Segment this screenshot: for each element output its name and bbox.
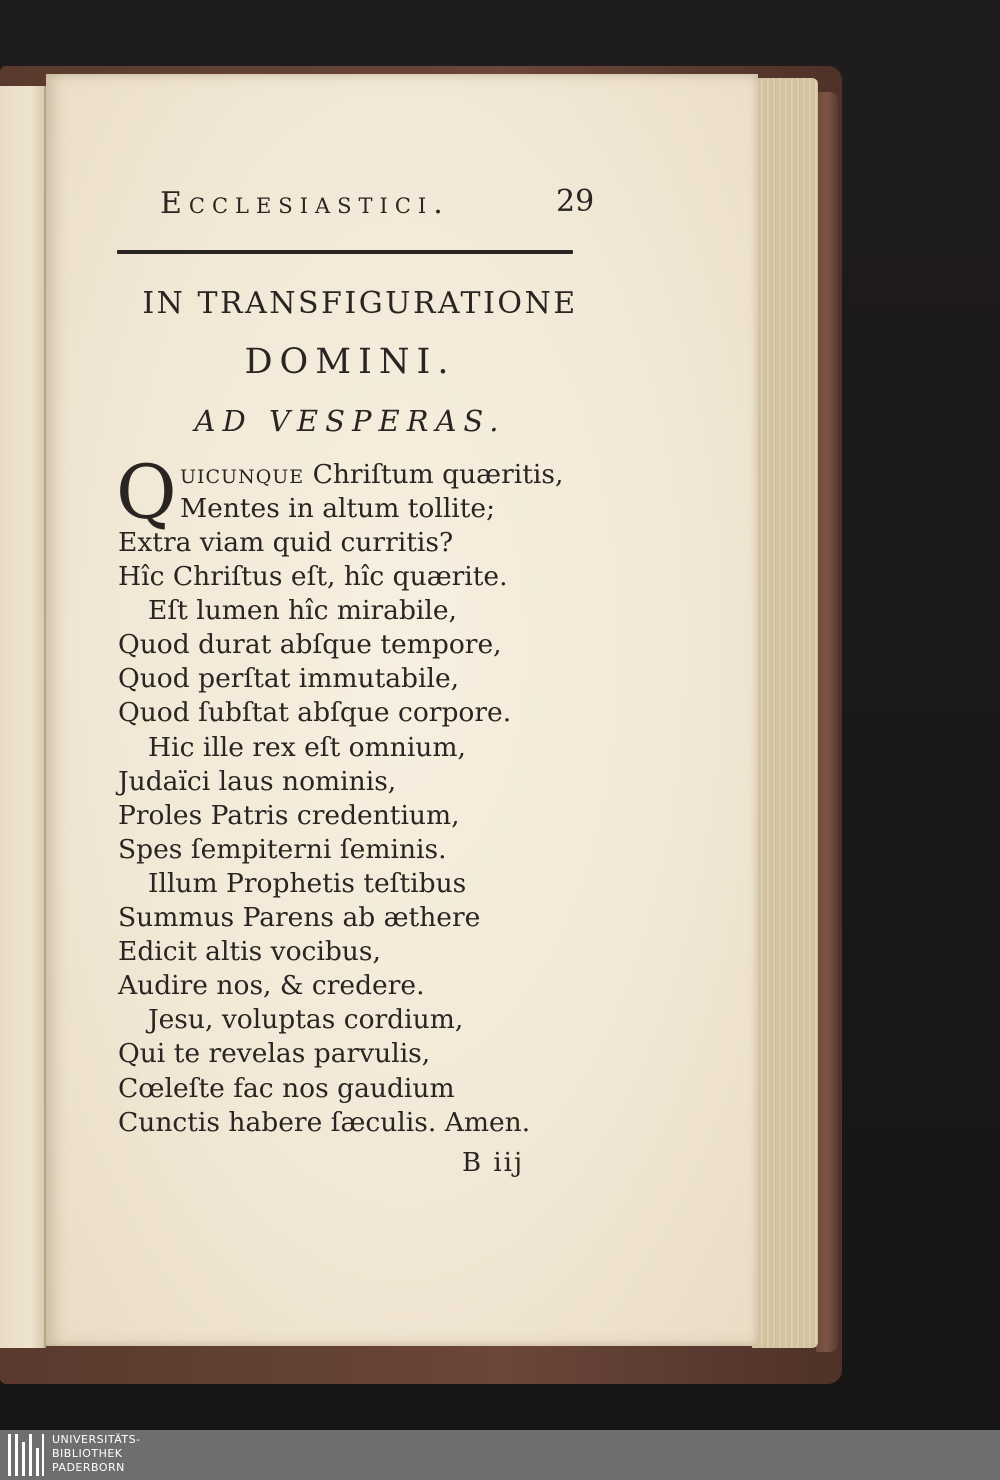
hymn-line: Edicit altis vocibus, — [118, 936, 381, 968]
hymn-line: Jesu, voluptas cordium, — [148, 1004, 464, 1036]
hymn-line: Quod perſtat immutabile, — [118, 663, 460, 695]
page-edges — [752, 78, 818, 1348]
hymn-line-1 — [180, 458, 563, 492]
hymn-line: Illum Prophetis teſtibus — [148, 867, 467, 899]
heading-domini: DOMINI. — [244, 342, 456, 382]
hymn-line: Summus Parens ab æthere — [118, 902, 481, 934]
heading-vespers: AD VESPERAS. — [194, 404, 506, 438]
cover-edge — [816, 92, 838, 1352]
hymn-line: Judaïci laus nominis, — [118, 765, 397, 797]
running-head — [160, 186, 600, 221]
hymn-line: Extra viam quid curritis? — [118, 527, 454, 558]
header-rule — [117, 250, 573, 254]
previous-page-edge — [0, 86, 46, 1348]
library-name-line3: PADERBORN — [52, 1461, 125, 1474]
library-logo-icon — [6, 1432, 46, 1478]
hymn-line: Cœleſte fac nos gaudium — [118, 1072, 455, 1104]
hymn-line: Quod ſubſtat abſque corpore. — [118, 697, 512, 729]
hymn-line: Hic ille rex eſt omnium, — [148, 731, 466, 763]
hymn-line-1-smallcaps: uicunque — [180, 459, 305, 490]
hymn-line: Proles Patris credentium, — [118, 799, 460, 831]
library-name-line2: BIBLIOTHEK — [52, 1447, 123, 1460]
hymn-line: Eſt lumen hîc mirabile, — [148, 595, 457, 627]
hymn-line: Audire nos, & credere. — [118, 970, 425, 1002]
hymn-line: Spes ſempiterni ſeminis. — [118, 833, 447, 865]
hymn-line: Cunctis habere ſæculis. Amen. — [118, 1106, 531, 1138]
hymn-opening — [180, 458, 563, 526]
hymn-line: Hîc Chriſtus eſt, hîc quærite. — [118, 561, 508, 593]
hymn-verses — [118, 526, 618, 1140]
hymn-line-2: Mentes in altum tollite; — [180, 493, 496, 525]
hymn-line-1-rest: Chriſtum quæritis, — [304, 459, 564, 490]
drop-cap: Q — [116, 450, 177, 536]
library-name — [52, 1433, 141, 1475]
library-name-line1: UNIVERSITÄTS- — [52, 1433, 141, 1446]
running-head-title: Ecclesiastici. — [160, 186, 450, 221]
page-number: 29 — [556, 184, 595, 219]
hymn-line: Qui te revelas parvulis, — [118, 1038, 431, 1070]
hymn-line: Quod durat abſque tempore, — [118, 629, 502, 661]
signature-mark: B iij — [462, 1148, 525, 1178]
heading-feast: IN TRANSFIGURATIONE — [142, 286, 578, 321]
library-footer — [0, 1430, 1000, 1480]
